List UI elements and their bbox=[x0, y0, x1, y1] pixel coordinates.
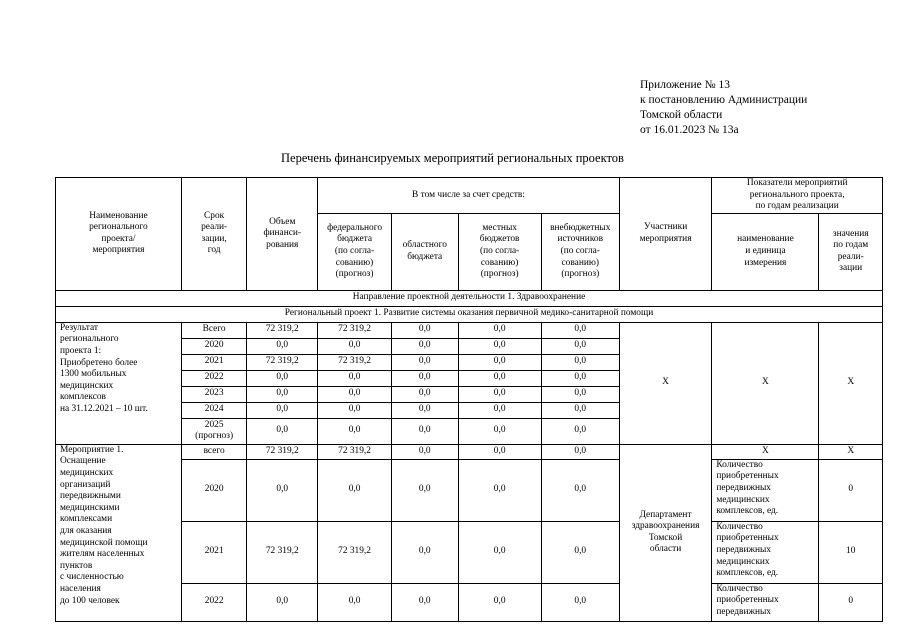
federal-cell: 72 319,2 bbox=[318, 354, 392, 370]
offbudget-cell: 0,0 bbox=[541, 521, 619, 583]
offbudget-cell: 0,0 bbox=[541, 459, 619, 521]
projects-table bbox=[55, 177, 883, 622]
federal-cell: 0,0 bbox=[318, 583, 392, 621]
local-cell: 0,0 bbox=[458, 322, 541, 338]
result-participant: Х bbox=[619, 322, 712, 444]
local-cell: 0,0 bbox=[458, 521, 541, 583]
year-cell: 2024 bbox=[181, 402, 247, 418]
offbudget-cell: 0,0 bbox=[541, 418, 619, 444]
regional-cell: 0,0 bbox=[391, 583, 458, 621]
regional-cell: 0,0 bbox=[391, 459, 458, 521]
year-cell: 2020 bbox=[181, 338, 247, 354]
year-cell: Всего bbox=[181, 322, 247, 338]
year-cell: всего bbox=[181, 444, 247, 459]
local-cell: 0,0 bbox=[458, 370, 541, 386]
header-indicator-name: наименование и единица измерения bbox=[712, 213, 819, 290]
indicator-value-cell: 0 bbox=[819, 459, 883, 521]
appendix-line: от 16.01.2023 № 13а bbox=[640, 124, 739, 136]
volume-cell: 0,0 bbox=[247, 583, 318, 621]
local-cell: 0,0 bbox=[458, 338, 541, 354]
regional-cell: 0,0 bbox=[391, 322, 458, 338]
header-volume: Объем финанси- рования bbox=[247, 178, 318, 291]
local-cell: 0,0 bbox=[458, 402, 541, 418]
indicator-value-cell: 0 bbox=[819, 583, 883, 621]
year-cell: 2023 bbox=[181, 386, 247, 402]
offbudget-cell: 0,0 bbox=[541, 402, 619, 418]
federal-cell: 0,0 bbox=[318, 386, 392, 402]
measure-name: Мероприятие 1. Оснащение медицинских организаций передвижными медицинскими комплексами для оказания медицинской помощи жителям населенных пунктов с численностью населения до 100 человек bbox=[56, 444, 182, 621]
regional-cell: 0,0 bbox=[391, 418, 458, 444]
header-participants: Участники мероприятия bbox=[619, 178, 712, 291]
appendix-line: к постановлению Администрации bbox=[640, 94, 808, 106]
year-cell: 2025 (прогноз) bbox=[181, 418, 247, 444]
header-regional: областного бюджета bbox=[391, 213, 458, 290]
indicator-name-cell: Количество приобретенных передвижных медицинских комплексов, ед. bbox=[712, 459, 819, 521]
header-including: В том числе за счет средств: bbox=[318, 178, 620, 214]
indicator-name-cell: Х bbox=[712, 444, 819, 459]
header-federal: федерального бюджета (по согла- сованию) (прогноз) bbox=[318, 213, 392, 290]
header-local: местных бюджетов (по согла- сованию) (прогноз) bbox=[458, 213, 541, 290]
year-cell: 2022 bbox=[181, 370, 247, 386]
volume-cell: 0,0 bbox=[247, 418, 318, 444]
header-indicator-value: значения по годам реали- зации bbox=[819, 213, 883, 290]
regional-cell: 0,0 bbox=[391, 444, 458, 459]
local-cell: 0,0 bbox=[458, 386, 541, 402]
year-cell: 2021 bbox=[181, 521, 247, 583]
volume-cell: 0,0 bbox=[247, 338, 318, 354]
result-indicator-value: Х bbox=[819, 322, 883, 444]
local-cell: 0,0 bbox=[458, 583, 541, 621]
header-offbudget: внебюджетных источников (по согла- сованию) (прогноз) bbox=[541, 213, 619, 290]
offbudget-cell: 0,0 bbox=[541, 338, 619, 354]
volume-cell: 72 319,2 bbox=[247, 322, 318, 338]
volume-cell: 0,0 bbox=[247, 386, 318, 402]
volume-cell: 72 319,2 bbox=[247, 444, 318, 459]
year-cell: 2020 bbox=[181, 459, 247, 521]
document-title: Перечень финансируемых мероприятий региональных проектов bbox=[281, 151, 624, 165]
regional-cell: 0,0 bbox=[391, 386, 458, 402]
indicator-value-cell: Х bbox=[819, 444, 883, 459]
regional-cell: 0,0 bbox=[391, 370, 458, 386]
volume-cell: 0,0 bbox=[247, 402, 318, 418]
federal-cell: 0,0 bbox=[318, 338, 392, 354]
regional-cell: 0,0 bbox=[391, 402, 458, 418]
offbudget-cell: 0,0 bbox=[541, 354, 619, 370]
federal-cell: 72 319,2 bbox=[318, 322, 392, 338]
indicator-value-cell: 10 bbox=[819, 521, 883, 583]
regional-cell: 0,0 bbox=[391, 354, 458, 370]
year-cell: 2022 bbox=[181, 583, 247, 621]
appendix-line: Приложение № 13 bbox=[640, 79, 730, 91]
federal-cell: 72 319,2 bbox=[318, 444, 392, 459]
offbudget-cell: 0,0 bbox=[541, 386, 619, 402]
volume-cell: 0,0 bbox=[247, 370, 318, 386]
result-indicator-name: Х bbox=[712, 322, 819, 444]
offbudget-cell: 0,0 bbox=[541, 583, 619, 621]
regional-cell: 0,0 bbox=[391, 338, 458, 354]
result-name: Результат регионального проекта 1: Приобретено более 1300 мобильных медицинских комплексов на 31.12.2021 – 10 шт. bbox=[56, 322, 182, 444]
regional-cell: 0,0 bbox=[391, 521, 458, 583]
header-indicators: Показатели мероприятий регионального проекта, по годам реализации bbox=[712, 178, 883, 214]
direction-row: Направление проектной деятельности 1. Здравоохранение bbox=[56, 290, 883, 306]
local-cell: 0,0 bbox=[458, 418, 541, 444]
offbudget-cell: 0,0 bbox=[541, 370, 619, 386]
project-row: Региональный проект 1. Развитие системы оказания первичной медико-санитарной помощи bbox=[56, 306, 883, 322]
measure-participant: Департамент здравоохранения Томской области bbox=[619, 444, 712, 621]
federal-cell: 0,0 bbox=[318, 370, 392, 386]
offbudget-cell: 0,0 bbox=[541, 444, 619, 459]
year-cell: 2021 bbox=[181, 354, 247, 370]
header-period: Срок реали- зации, год bbox=[181, 178, 247, 291]
local-cell: 0,0 bbox=[458, 459, 541, 521]
appendix-line: Томской области bbox=[640, 109, 723, 121]
volume-cell: 0,0 bbox=[247, 459, 318, 521]
local-cell: 0,0 bbox=[458, 354, 541, 370]
volume-cell: 72 319,2 bbox=[247, 521, 318, 583]
local-cell: 0,0 bbox=[458, 444, 541, 459]
volume-cell: 72 319,2 bbox=[247, 354, 318, 370]
appendix-block bbox=[640, 78, 807, 138]
federal-cell: 0,0 bbox=[318, 402, 392, 418]
indicator-name-cell: Количество приобретенных передвижных bbox=[712, 583, 819, 621]
federal-cell: 0,0 bbox=[318, 459, 392, 521]
federal-cell: 72 319,2 bbox=[318, 521, 392, 583]
offbudget-cell: 0,0 bbox=[541, 322, 619, 338]
header-name: Наименование регионального проекта/ мероприятия bbox=[56, 178, 182, 291]
indicator-name-cell: Количество приобретенных передвижных медицинских комплексов, ед. bbox=[712, 521, 819, 583]
federal-cell: 0,0 bbox=[318, 418, 392, 444]
